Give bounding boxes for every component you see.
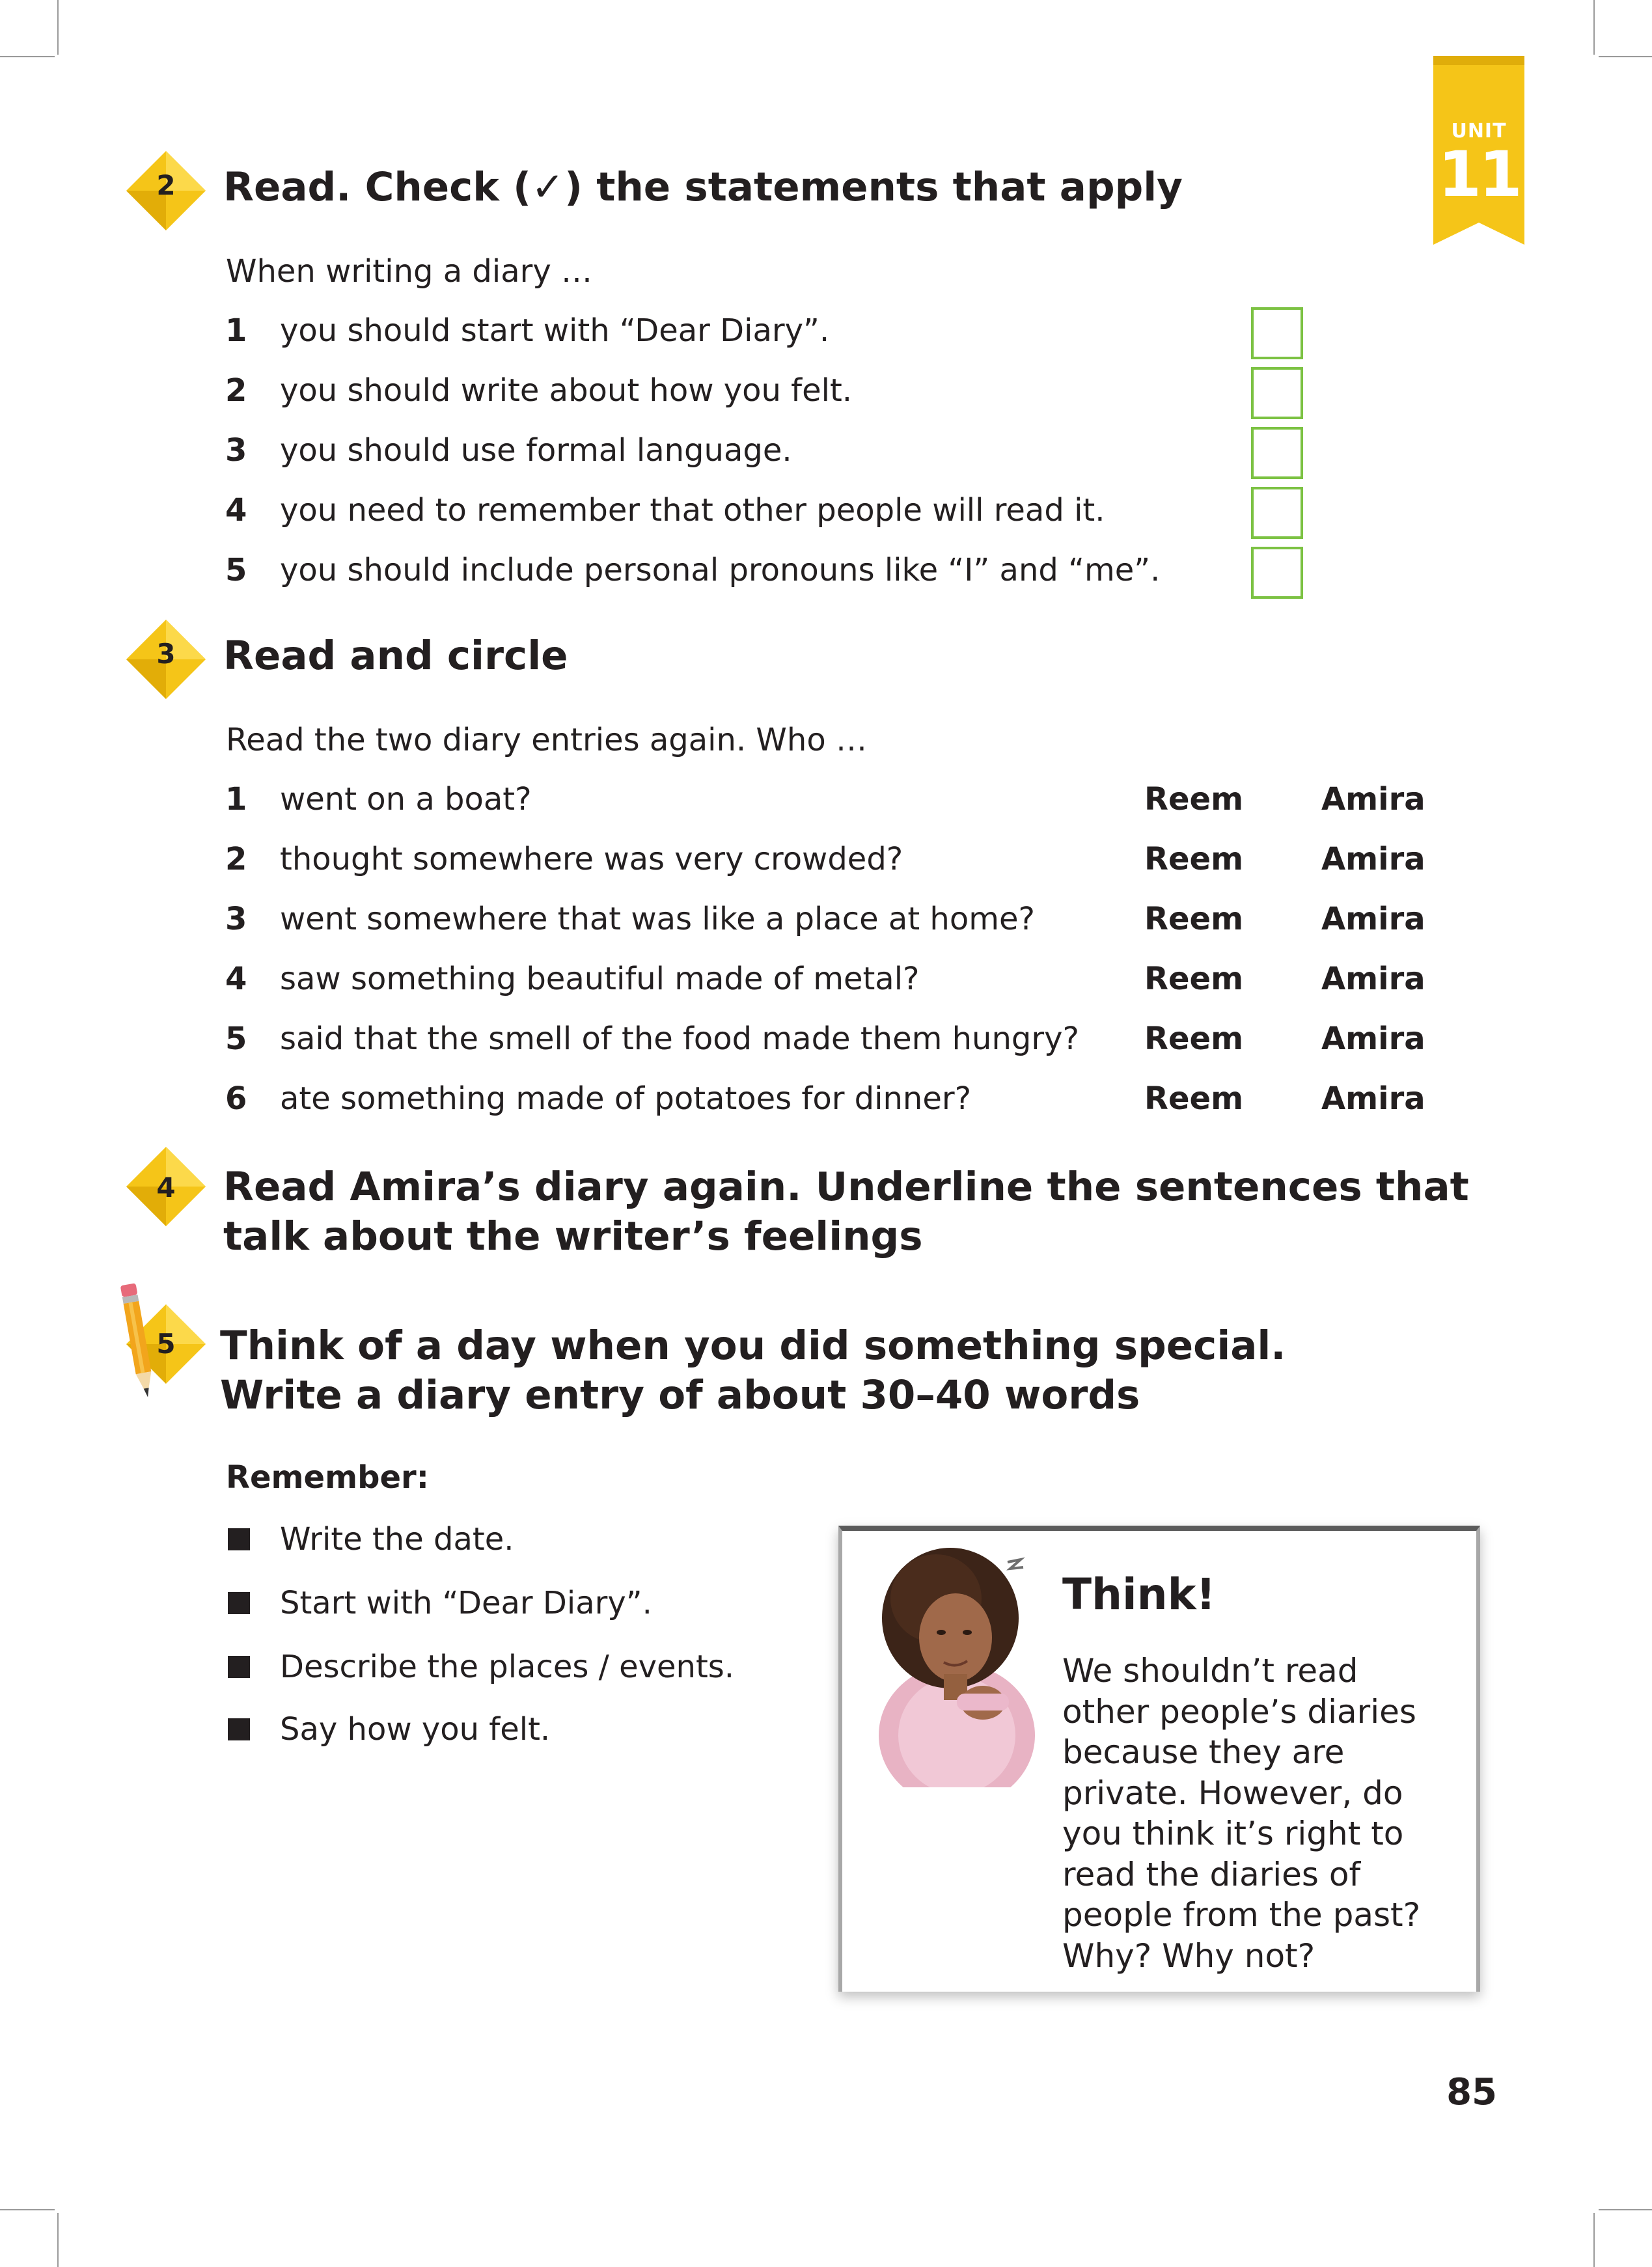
- remember-item-4: Say how you felt.: [280, 1711, 551, 1748]
- remember-bullet-2: [228, 1592, 250, 1614]
- exercise-3-item-3-text: went somewhere that was like a place at home?: [280, 901, 1035, 937]
- exercise-3-item-6-text: ate something made of potatoes for dinner?: [280, 1080, 972, 1117]
- exercise-3-intro: Read the two diary entries again. Who …: [226, 722, 867, 758]
- remember-item-2: Start with “Dear Diary”.: [280, 1585, 652, 1621]
- exercise-3-item-1-number: 1: [225, 781, 247, 817]
- exercise-3-item-2-option-amira[interactable]: Amira: [1321, 841, 1425, 877]
- exercise-2-item-5-number: 5: [225, 552, 247, 588]
- exercise-3-item-3-option-amira[interactable]: Amira: [1321, 901, 1425, 937]
- exercise-3-item-2-number: 2: [225, 841, 247, 877]
- think-line-3: because they are: [1062, 1733, 1345, 1771]
- remember-item-1: Write the date.: [280, 1521, 514, 1558]
- think-line-5: you think it’s right to: [1062, 1815, 1404, 1852]
- crop-mark-bottom-left-vertical: [57, 2213, 59, 2267]
- remember-bullet-3: [228, 1656, 250, 1678]
- exercise-2-item-2-checkbox[interactable]: [1251, 367, 1303, 419]
- think-line-7: people from the past?: [1062, 1896, 1421, 1934]
- exercise-2-item-2-number: 2: [225, 372, 247, 409]
- crop-mark-bottom-right-vertical: [1593, 2213, 1595, 2267]
- exercise-5-number: 5: [156, 1328, 176, 1360]
- remember-label: Remember:: [226, 1459, 429, 1496]
- exercise-3-item-4-number: 4: [225, 961, 247, 997]
- exercise-2-item-5-text: you should include personal pronouns like “I” and “me”.: [280, 552, 1161, 588]
- exercise-3-item-2-option-reem[interactable]: Reem: [1144, 841, 1244, 877]
- exercise-3-item-6-option-reem[interactable]: Reem: [1144, 1080, 1244, 1117]
- crop-mark-bottom-right-horizontal: [1599, 2209, 1652, 2210]
- remember-bullet-4: [228, 1718, 250, 1740]
- exercise-2-item-5-checkbox[interactable]: [1251, 547, 1303, 599]
- think-line-6: read the diaries of: [1062, 1855, 1361, 1893]
- exercise-5-title-line-2: Write a diary entry of about 30–40 words: [220, 1372, 1140, 1418]
- exercise-3-item-6-number: 6: [225, 1080, 247, 1117]
- exercise-3-item-5-option-reem[interactable]: Reem: [1144, 1021, 1244, 1057]
- exercise-3-number: 3: [156, 638, 176, 670]
- exercise-4-title-line-2: talk about the writer’s feelings: [223, 1213, 923, 1259]
- remember-item-3: Describe the places / events.: [280, 1649, 735, 1685]
- exercise-2-item-3-text: you should use formal language.: [280, 432, 792, 469]
- think-line-8: Why? Why not?: [1062, 1936, 1315, 1975]
- exercise-3-item-1-option-amira[interactable]: Amira: [1321, 781, 1425, 817]
- exercise-3-item-5-option-amira[interactable]: Amira: [1321, 1021, 1425, 1057]
- exercise-4-number: 4: [156, 1172, 176, 1203]
- exercise-2-title: Read. Check (✓) the statements that apply: [223, 164, 1183, 210]
- crop-mark-top-right-horizontal: [1599, 56, 1652, 57]
- exercise-2-intro: When writing a diary …: [226, 253, 593, 290]
- exercise-3-item-2-text: thought somewhere was very crowded?: [280, 841, 903, 877]
- exercise-4-title-line-1: Read Amira’s diary again. Underline the sentences that: [223, 1164, 1469, 1210]
- thinking-girl-illustration: [859, 1540, 1054, 1787]
- exercise-3-item-1-option-reem[interactable]: Reem: [1144, 781, 1244, 817]
- crop-mark-top-right-vertical: [1593, 0, 1595, 55]
- crop-mark-top-left-vertical: [57, 0, 59, 55]
- exercise-3-item-3-number: 3: [225, 901, 247, 937]
- exercise-3-item-5-number: 5: [225, 1021, 247, 1057]
- exercise-3-item-3-option-reem[interactable]: Reem: [1144, 901, 1244, 937]
- exercise-2-item-4-checkbox[interactable]: [1251, 487, 1303, 539]
- exercise-2-item-1-checkbox[interactable]: [1251, 307, 1303, 359]
- crop-mark-top-left-horizontal: [0, 56, 55, 57]
- crop-mark-bottom-left-horizontal: [0, 2209, 55, 2210]
- exercise-2-number: 2: [156, 169, 176, 201]
- exercise-3-item-4-text: saw something beautiful made of metal?: [280, 961, 920, 997]
- exercise-3-item-1-text: went on a boat?: [280, 781, 532, 817]
- exercise-2-item-3-number: 3: [225, 432, 247, 469]
- exercise-3-item-6-option-amira[interactable]: Amira: [1321, 1080, 1425, 1117]
- remember-bullet-1: [228, 1528, 250, 1550]
- exercise-2-item-4-text: you need to remember that other people will read it.: [280, 492, 1105, 529]
- unit-label: UNIT: [1451, 120, 1507, 143]
- think-title: Think!: [1062, 1569, 1216, 1619]
- exercise-2-item-4-number: 4: [225, 492, 247, 529]
- exercise-3-item-4-option-reem[interactable]: Reem: [1144, 961, 1244, 997]
- think-line-4: private. However, do: [1062, 1774, 1403, 1812]
- exercise-2-item-3-checkbox[interactable]: [1251, 427, 1303, 479]
- unit-number: 11: [1438, 138, 1520, 211]
- exercise-3-item-5-text: said that the smell of the food made them hungry?: [280, 1021, 1079, 1057]
- exercise-2-item-2-text: you should write about how you felt.: [280, 372, 853, 409]
- think-body: [1062, 1651, 1453, 1976]
- page-number: 85: [1446, 2071, 1497, 2113]
- think-line-1: We shouldn’t read: [1062, 1652, 1358, 1690]
- exercise-5-title-line-1: Think of a day when you did something special.: [220, 1323, 1286, 1369]
- exercise-2-item-1-text: you should start with “Dear Diary”.: [280, 312, 830, 349]
- think-line-2: other people’s diaries: [1062, 1692, 1416, 1731]
- exercise-3-item-4-option-amira[interactable]: Amira: [1321, 961, 1425, 997]
- exercise-3-title: Read and circle: [223, 633, 568, 679]
- exercise-2-item-1-number: 1: [225, 312, 247, 349]
